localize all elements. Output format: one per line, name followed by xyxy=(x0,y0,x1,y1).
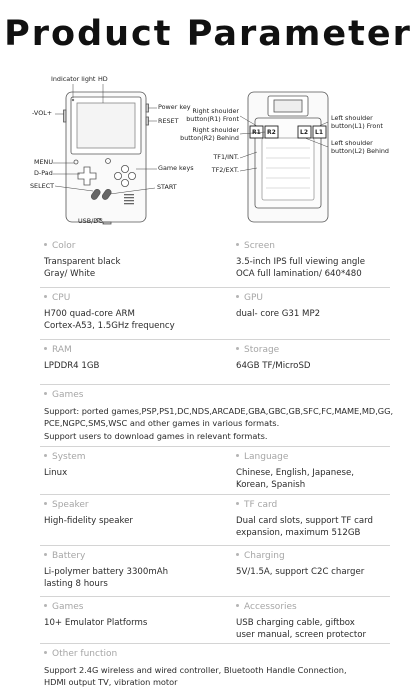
front-device xyxy=(53,84,157,224)
bullet-icon xyxy=(44,243,47,246)
label-tf1: TF1/INT. xyxy=(213,153,239,161)
bullet-icon xyxy=(44,347,47,350)
bullet-icon xyxy=(236,553,239,556)
bullet-icon xyxy=(236,243,239,246)
bullet-icon xyxy=(44,651,47,654)
page-title: Product Parameter xyxy=(4,14,412,54)
label-r2: Right shoulder button(R2) Behind xyxy=(180,126,239,142)
bullet-icon xyxy=(236,604,239,607)
button-r1-tag: R1 xyxy=(252,129,261,136)
spec-tf-card: TF card Dual card slots, support TF card expansion, maximum 512GB xyxy=(236,500,373,539)
spec-battery: Battery Li-polymer battery 3300mAh lasting 8 hours xyxy=(44,551,169,590)
label-start: START xyxy=(157,183,177,191)
label-power-key: Power key xyxy=(158,103,191,111)
label-usb-dc: USB/DC xyxy=(78,217,103,225)
bullet-icon xyxy=(236,295,239,298)
spec-row-system-language xyxy=(40,447,390,495)
spec-table xyxy=(40,236,394,696)
spec-speaker: Speaker High-fidelity speaker xyxy=(44,500,133,526)
label-dpad: D-Pad xyxy=(34,169,53,177)
label-reset: RESET xyxy=(158,117,179,125)
label-volume: -VOL+ xyxy=(32,109,53,117)
spec-row-color-screen xyxy=(40,236,390,288)
bullet-icon xyxy=(44,553,47,556)
label-l2: Left shoulder button(L2) Behind xyxy=(331,139,389,155)
bullet-icon xyxy=(44,454,47,457)
spec-gpu: GPU dual- core G31 MP2 xyxy=(236,293,321,319)
bullet-icon xyxy=(44,392,47,395)
button-l1-tag: L1 xyxy=(315,129,323,136)
spec-row-ram-storage xyxy=(40,340,390,385)
bullet-icon xyxy=(44,295,47,298)
label-indicator-light: Indicator light xyxy=(51,75,96,83)
spec-charging: Charging 5V/1.5A, support C2C charger xyxy=(236,551,365,577)
bullet-icon xyxy=(236,347,239,350)
label-hd: HD xyxy=(98,75,108,83)
spec-row-games-accessories xyxy=(40,597,390,644)
bullet-icon xyxy=(44,502,47,505)
spec-cpu: CPU H700 quad-core ARM Cortex-A53, 1.5GHz frequency xyxy=(44,293,175,332)
label-l1: Left shoulder button(L1) Front xyxy=(331,114,383,130)
product-diagram xyxy=(0,70,416,230)
spec-system: System Linux xyxy=(44,452,86,478)
spec-ram: RAM LPDDR4 1GB xyxy=(44,345,100,371)
spec-storage: Storage 64GB TF/MicroSD xyxy=(236,345,311,371)
bullet-icon xyxy=(44,604,47,607)
spec-row-speaker-tfcard xyxy=(40,495,390,546)
button-l2-tag: L2 xyxy=(300,129,308,136)
back-device xyxy=(240,92,328,222)
label-r1: Right shoulder button(R1) Front xyxy=(186,107,239,123)
spec-row-cpu-gpu xyxy=(40,288,390,340)
spec-color: Color Transparent black Gray/ White xyxy=(44,241,121,280)
label-game-keys: Game keys xyxy=(158,164,194,172)
spec-language: Language Chinese, English, Japanese, Korean, Spanish xyxy=(236,452,355,491)
spec-games: Games Support: ported games,PSP,PS1,DC,NDS,ARCADE,GBA,GBC,GB,SFC,FC,MAME,MD,GG, PCE,NGPC,SMS,WSC and other games in various formats. Support users to download games in relevant formats. xyxy=(44,390,394,441)
label-menu: MENU xyxy=(34,158,54,166)
label-select: SELECT xyxy=(30,182,55,190)
button-r2-tag: R2 xyxy=(267,129,276,136)
spec-row-games xyxy=(40,385,394,447)
spec-row-other xyxy=(40,644,390,696)
bullet-icon xyxy=(236,454,239,457)
spec-emulator-games: Games 10+ Emulator Platforms xyxy=(44,602,148,628)
spec-other-function: Other function Support 2.4G wireless and wired controller, Bluetooth Handle Connection, HDMI output TV, vibration motor xyxy=(44,649,347,688)
spec-row-battery-charging xyxy=(40,546,390,597)
spec-screen: Screen 3.5-inch IPS full viewing angle OCA full lamination/ 640*480 xyxy=(236,241,366,280)
spec-accessories: Accessories USB charging cable, giftbox user manual, screen protector xyxy=(236,602,367,641)
label-tf2: TF2/EXT. xyxy=(211,166,239,174)
bullet-icon xyxy=(236,502,239,505)
